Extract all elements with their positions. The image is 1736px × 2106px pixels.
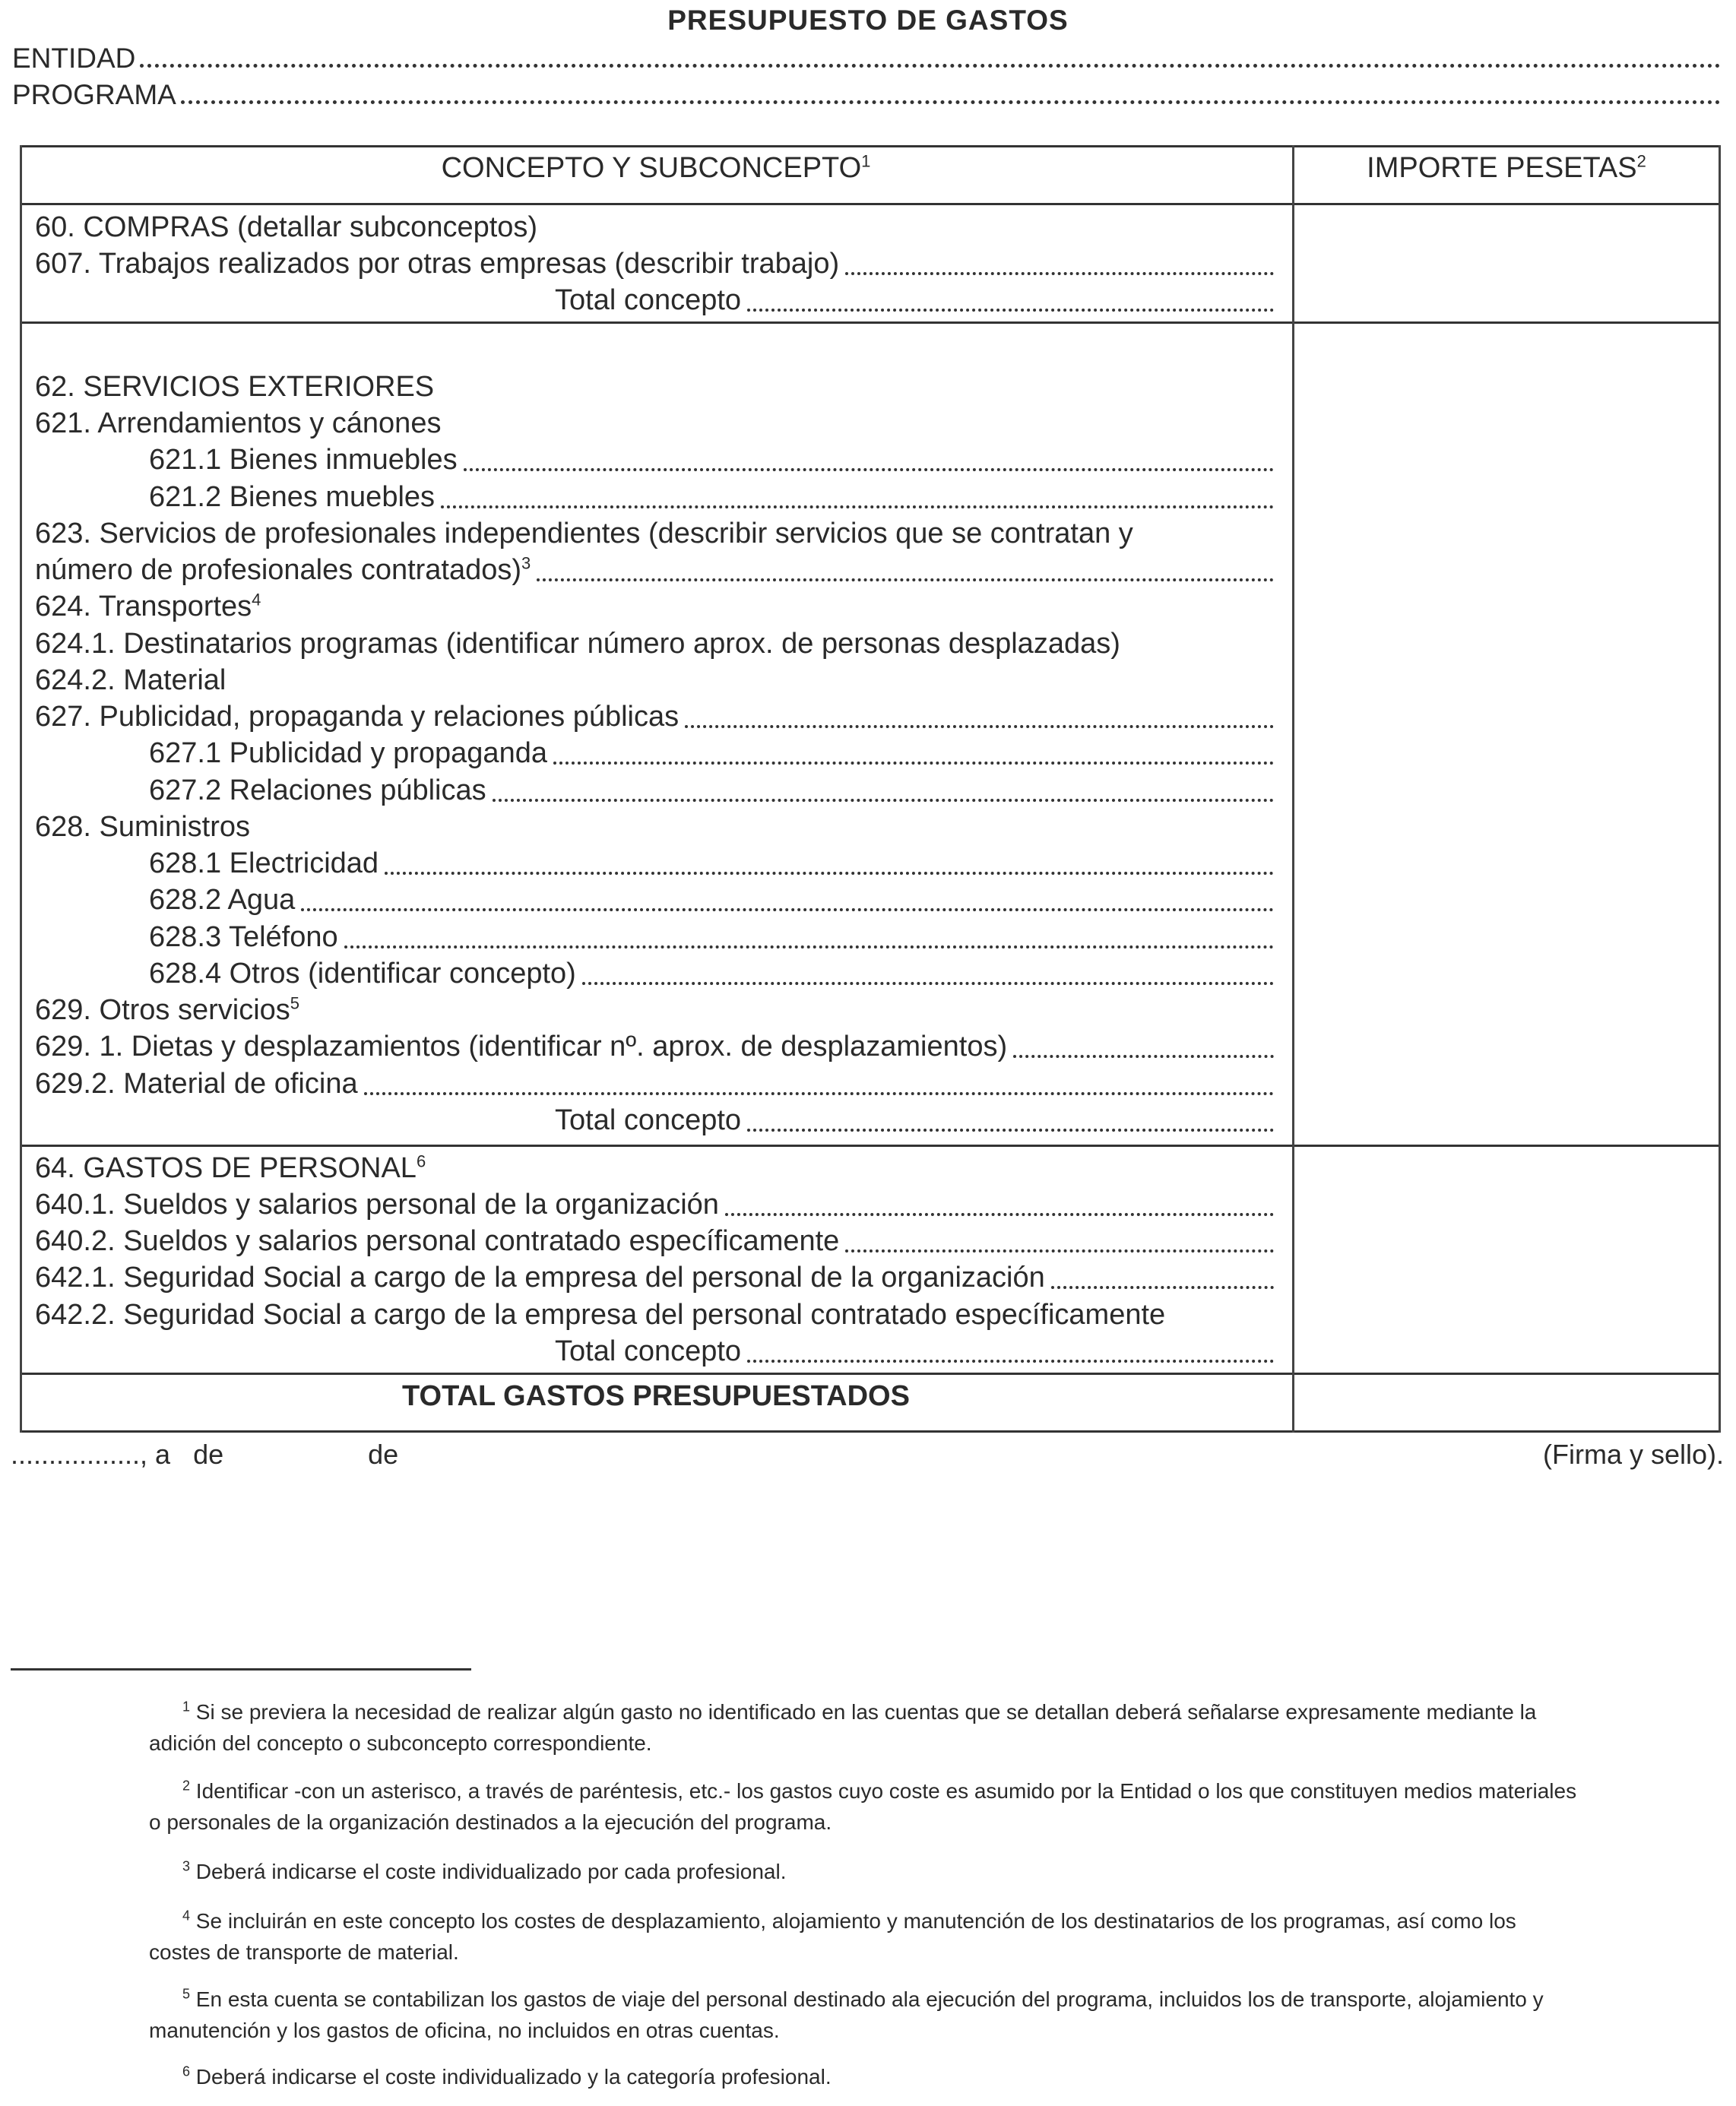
row-621 — [35, 401, 1274, 438]
row-628 — [35, 805, 1274, 841]
table-left-border — [20, 145, 22, 1433]
sec62-total-label: Total concepto — [555, 1104, 742, 1136]
row-624-label-text: 624. Transportes — [35, 591, 252, 622]
row-642-1-label: 642.1. Seguridad Social a cargo de la empresa del personal de la organización — [35, 1262, 1045, 1294]
footnote-2 — [149, 1775, 1578, 1838]
row-627-2 — [149, 768, 1274, 805]
col-header-importe — [1294, 152, 1719, 185]
row-628-label: 628. Suministros — [35, 811, 251, 843]
footnote-number: 1 — [182, 1699, 191, 1715]
sec60-total — [555, 278, 1274, 315]
col-header-concepto-text: CONCEPTO Y SUBCONCEPTO — [441, 152, 862, 184]
sec62-title-text: 62. SERVICIOS EXTERIORES — [35, 371, 435, 403]
footnote-text: Deberá indicarse el coste individualizado por cada profesional. — [195, 1860, 787, 1883]
leader-dots — [845, 272, 1274, 275]
row-640-2 — [35, 1219, 1274, 1256]
row-629-2-label: 629.2. Material de oficina — [35, 1068, 358, 1100]
row-621-label: 621. Arrendamientos y cánones — [35, 407, 442, 439]
page-title: PRESUPUESTO DE GASTOS — [667, 5, 1069, 36]
footnote-separator — [11, 1668, 471, 1671]
grand-total-label: TOTAL GASTOS PRESUPUESTADOS — [402, 1380, 910, 1412]
row-628-1-label: 628.1 Electricidad — [149, 847, 379, 879]
programa-label: PROGRAMA — [12, 79, 176, 110]
leader-dots — [364, 1092, 1274, 1095]
row-627-1-label: 627.1 Publicidad y propaganda — [149, 737, 547, 769]
footnote-text: Deberá indicarse el coste individualizado y la categoría profesional. — [195, 2065, 832, 2089]
sec62-title — [35, 365, 1274, 401]
entidad-dotted-line — [140, 64, 1721, 68]
row-642-2-label: 642.2. Seguridad Social a cargo de la empresa del personal contratado específicamente — [35, 1299, 1166, 1331]
row-627-label: 627. Publicidad, propaganda y relaciones públicas — [35, 701, 680, 733]
sec64-total — [555, 1329, 1274, 1366]
footnote-number: 3 — [182, 1858, 191, 1874]
footnote-text: Se incluirán en este concepto los costes de desplazamiento, alojamiento y manutención de los destinatarios de los programas, así como los costes de transporte de material. — [149, 1909, 1516, 1964]
row-624-1-label: 624.1. Destinatarios programas (identificar número aprox. de personas desplazadas) — [35, 628, 1120, 660]
sec62-total — [555, 1098, 1274, 1135]
leader-dots — [344, 945, 1274, 948]
row-642-1 — [35, 1256, 1274, 1292]
row-629 — [35, 988, 1274, 1024]
leader-dots — [493, 799, 1274, 802]
footnote-ref-2: 2 — [1636, 151, 1646, 171]
footnote-number: 4 — [182, 1908, 191, 1924]
row-640-1-label: 640.1. Sueldos y salarios personal de la organización — [35, 1189, 719, 1221]
row-627 — [35, 695, 1274, 731]
leader-dots — [301, 908, 1274, 911]
footnote-ref-3: 3 — [521, 553, 531, 573]
row-624 — [35, 584, 1274, 621]
leader-dots — [385, 872, 1274, 875]
leader-dots — [441, 505, 1274, 508]
leader-dots — [725, 1213, 1274, 1216]
row-628-2 — [149, 878, 1274, 914]
row-628-3 — [149, 915, 1274, 952]
table-column-divider — [1292, 145, 1294, 1433]
row-628-2-label: 628.2 Agua — [149, 884, 296, 916]
footnote-ref-5: 5 — [290, 993, 300, 1013]
table-right-border — [1719, 145, 1721, 1433]
sec60-title — [35, 205, 1274, 242]
row-624-1 — [35, 622, 1274, 658]
sec60-title-text: 60. COMPRAS (detallar subconceptos) — [35, 211, 538, 243]
footnote-ref-4: 4 — [252, 590, 261, 610]
entidad-field[interactable] — [12, 43, 1721, 74]
row-629-label — [35, 993, 300, 1026]
row-628-1 — [149, 841, 1274, 878]
footnote-text: Identificar -con un asterisco, a través de paréntesis, etc.- los gastos cuyo coste es asumido por la Entidad o los que constituyen medios materiales o personales de la organización destinados a la ejecución del programa. — [149, 1779, 1577, 1834]
signature-label: (Firma y sello). — [1542, 1439, 1724, 1470]
programa-dotted-line — [181, 100, 1721, 104]
row-627-1 — [149, 731, 1274, 768]
footnote-number: 5 — [182, 1986, 191, 2002]
sec60-total-label: Total concepto — [555, 284, 742, 316]
programa-field[interactable] — [12, 79, 1721, 111]
table-top-border — [20, 145, 1721, 147]
sec64-title-text: 64. GASTOS DE PERSONAL — [35, 1152, 417, 1184]
row-629-label-text: 629. Otros servicios — [35, 994, 290, 1026]
footnote-number: 6 — [182, 2063, 191, 2079]
row-623-label-line2-text: número de profesionales contratados) — [35, 554, 522, 586]
row-640-1 — [35, 1183, 1274, 1219]
row-624-2 — [35, 658, 1274, 695]
row-621-2 — [149, 475, 1274, 511]
leader-dots — [582, 982, 1274, 985]
row-629-1 — [35, 1024, 1274, 1061]
footnote-6 — [149, 2061, 1578, 2092]
leader-dots — [553, 762, 1274, 765]
sec64-bottom-border — [20, 1373, 1721, 1375]
leader-dots — [1013, 1055, 1274, 1058]
row-621-1-label: 621.1 Bienes inmuebles — [149, 444, 458, 476]
footnote-3 — [149, 1856, 1578, 1887]
row-642-2 — [35, 1293, 1274, 1329]
sec64-total-label: Total concepto — [555, 1335, 742, 1367]
leader-dots — [747, 1129, 1274, 1132]
footnote-1 — [149, 1696, 1578, 1759]
footnote-text: Si se previera la necesidad de realizar algún gasto no identificado en las cuentas que se detallan deberá señalarse expresamente mediante la adición del concepto o subconcepto correspondiente. — [149, 1700, 1537, 1755]
row-607 — [35, 242, 1274, 278]
leader-dots — [845, 1249, 1274, 1253]
leader-dots — [1051, 1286, 1274, 1289]
row-627-2-label: 627.2 Relaciones públicas — [149, 774, 486, 806]
entidad-label: ENTIDAD — [12, 43, 136, 74]
row-621-2-label: 621.2 Bienes muebles — [149, 481, 436, 513]
footnote-ref-6: 6 — [416, 1151, 426, 1171]
leader-dots — [747, 309, 1274, 312]
table-bottom-border — [20, 1430, 1721, 1433]
row-624-label — [35, 592, 261, 621]
row-629-2 — [35, 1062, 1274, 1098]
footnote-4 — [149, 1905, 1578, 1968]
row-623-label-line2 — [35, 553, 531, 586]
row-628-3-label: 628.3 Teléfono — [149, 921, 338, 953]
footnote-5 — [149, 1984, 1578, 2046]
footnote-text: En esta cuenta se contabilizan los gastos de viaje del personal destinado ala ejecución del programa, incluidos los de transporte, alojamiento y manutención y los gastos de oficina, no incluidos en otras cuentas. — [149, 1987, 1544, 2042]
sec64-title-label — [35, 1151, 426, 1184]
row-629-1-label: 629. 1. Dietas y desplazamientos (identificar nº. aprox. de desplazamientos) — [35, 1031, 1008, 1063]
leader-dots — [685, 725, 1274, 728]
row-621-1 — [149, 438, 1274, 474]
place-date-line[interactable]: ................., a de de — [11, 1439, 399, 1470]
row-623-label-line1: 623. Servicios de profesionales independientes (describir servicios que se contratan y — [35, 518, 1133, 549]
col-header-importe-text: IMPORTE PESETAS — [1367, 152, 1637, 184]
sec60-bottom-border — [20, 321, 1721, 324]
col-header-concepto — [20, 152, 1292, 185]
row-628-4 — [149, 952, 1274, 988]
footnote-number: 2 — [182, 1778, 191, 1794]
row-623-line2 — [35, 548, 1274, 584]
row-623-line1 — [35, 511, 1274, 548]
row-628-4-label: 628.4 Otros (identificar concepto) — [149, 958, 576, 990]
sec64-title — [35, 1146, 1274, 1183]
leader-dots — [747, 1360, 1274, 1363]
row-607-label: 607. Trabajos realizados por otras empresas (describir trabajo) — [35, 248, 840, 280]
row-640-2-label: 640.2. Sueldos y salarios personal contratado específicamente — [35, 1225, 840, 1257]
row-624-2-label: 624.2. Material — [35, 664, 227, 696]
leader-dots — [537, 578, 1274, 581]
leader-dots — [464, 468, 1274, 471]
footnote-ref-1: 1 — [861, 151, 871, 171]
